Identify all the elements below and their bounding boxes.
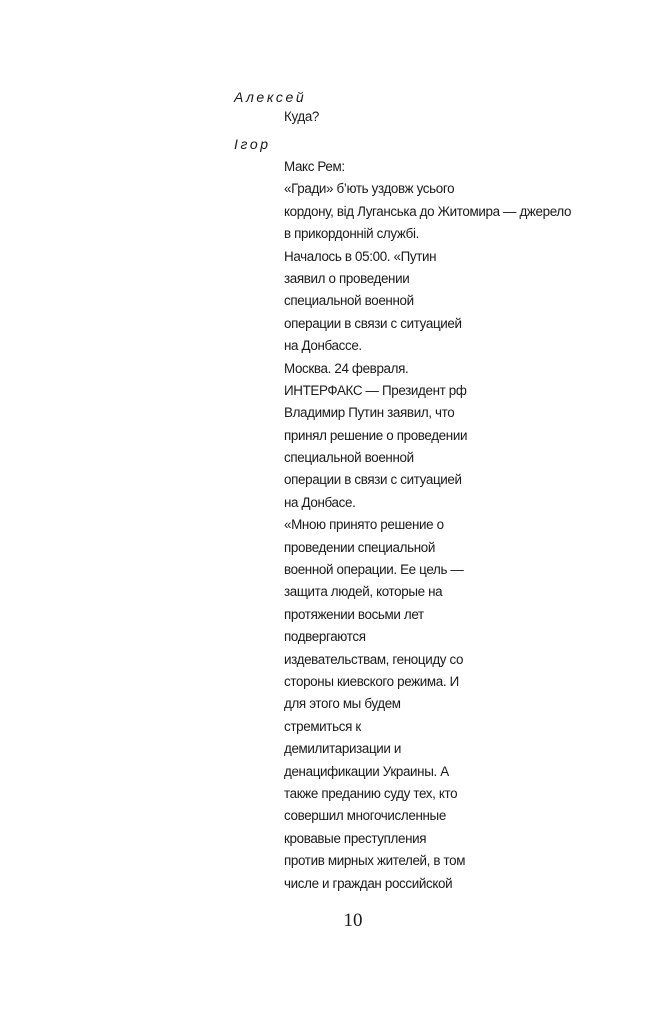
- speech-line: заявил о проведении: [284, 270, 410, 286]
- speech-line: специальной военной: [284, 293, 414, 309]
- speech-line: кордону, від Луганська до Житомира — джерело: [284, 203, 572, 219]
- speech-line: принял решение о проведении: [284, 427, 468, 443]
- speech-line: для этого мы будем: [284, 696, 401, 712]
- speech-line: подвергаются: [284, 629, 366, 645]
- speech-line: стороны киевского режима. И: [284, 673, 459, 689]
- speech-line: протяжении восьми лет: [284, 606, 424, 622]
- speech-line: издевательствам, геноциду со: [284, 651, 464, 667]
- speech-line: военной операции. Ее цель —: [284, 562, 464, 578]
- speech-line: ИНТЕРФАКС — Президент рф: [284, 382, 467, 398]
- speech-line: «Мною принято решение о: [284, 517, 444, 533]
- speech-line: стремиться к: [284, 718, 361, 734]
- speech-line: Владимир Путин заявил, что: [284, 405, 455, 421]
- speech-line: операции в связи с ситуацией: [284, 472, 462, 488]
- speech-line: демилитаризации и: [284, 741, 402, 757]
- page-number: 10: [343, 910, 363, 931]
- speech-line: Началось в 05:00. «Путин: [284, 248, 437, 264]
- speech-line: операции в связи с ситуацией: [284, 315, 462, 331]
- speech-line: Куда?: [284, 109, 320, 124]
- speech-line: на Донбасе.: [284, 494, 356, 510]
- speech-line: числе и граждан российской: [284, 875, 453, 891]
- speech-line: совершил многочисленные: [284, 808, 446, 824]
- speech-line: специальной военной: [284, 450, 414, 466]
- speaker-name-aleksey: Алексей: [234, 89, 307, 105]
- speech-line: в прикордонній службі.: [284, 226, 419, 242]
- speech-line: Москва. 24 февраля.: [284, 360, 409, 376]
- speech-block-aleksey: [284, 106, 319, 128]
- speech-line: денацификации Украины. А: [284, 763, 449, 779]
- speech-line: также преданию суду тех, кто: [284, 785, 458, 801]
- speech-line: «Гради» б’ють уздовж усього: [284, 181, 455, 197]
- speech-line: проведении специальной: [284, 539, 435, 555]
- speaker-name-igor: Ігор: [234, 136, 271, 152]
- speech-line: защита людей, которые на: [284, 584, 443, 600]
- speech-line: против мирных жителей, в том: [284, 853, 466, 869]
- speech-block-igor: [284, 156, 571, 895]
- speech-line: на Донбассе.: [284, 338, 362, 354]
- speech-line: Макс Рем:: [284, 159, 345, 174]
- speech-line: кровавые преступления: [284, 830, 427, 846]
